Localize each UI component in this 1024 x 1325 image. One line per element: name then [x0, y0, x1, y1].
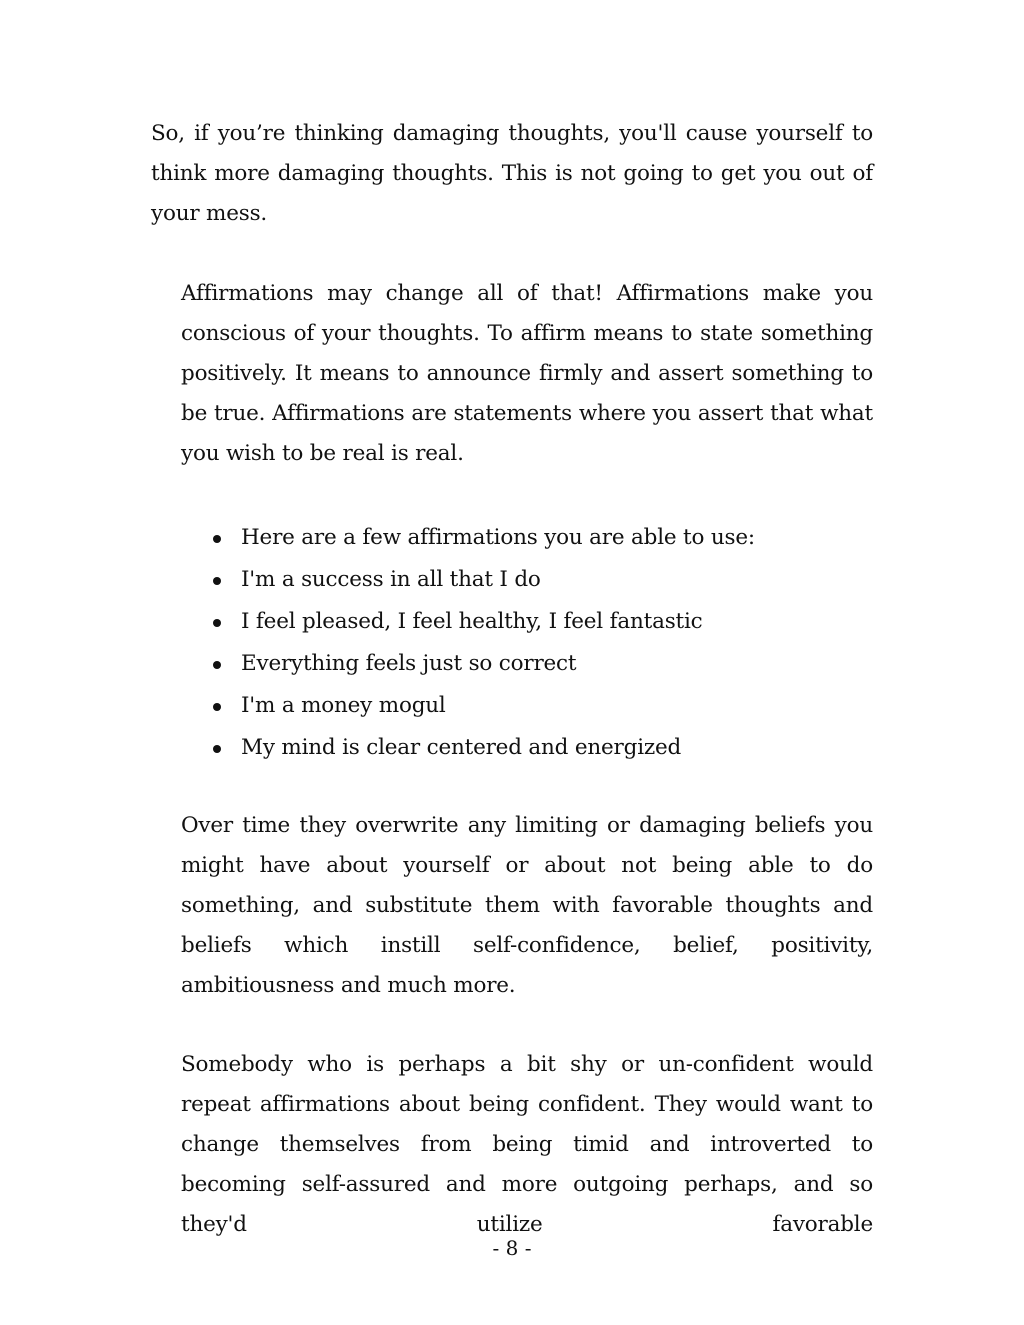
list-item-text: Here are a few affirmations you are able to use:	[241, 525, 755, 550]
list-item	[211, 727, 871, 769]
paragraph-overwrite-beliefs: Over time they overwrite any limiting or damaging beliefs you might have about yourself or about not being able to do something, and substitute them with favorable thoughts and beliefs which instill self-confidence, belief, positivity, ambitiousness and much more.	[181, 813, 873, 998]
paragraph-affirmations-intro: Affirmations may change all of that! Affirmations make you conscious of your thoughts. To affirm means to state something positively. It means to announce firmly and assert something to be true. Affirmations are statements where you assert that what you wish to be real is real.	[181, 281, 873, 466]
paragraph-shy-example: Somebody who is perhaps a bit shy or un-confident would repeat affirmations about being confident. They would want to change themselves from being timid and introverted to becoming self-assured and more outgoing perhaps, and so they'd utilize favorable	[181, 1052, 873, 1237]
page-number: - 8 -	[492, 1236, 532, 1260]
paragraph-damaging-thoughts: So, if you’re thinking damaging thoughts, you'll cause yourself to think more damaging thoughts. This is not going to get you out of your mess.	[151, 121, 873, 226]
bullet-icon	[213, 661, 221, 669]
list-item	[211, 559, 871, 601]
bullet-icon	[213, 577, 221, 585]
bullet-icon	[213, 703, 221, 711]
bullet-icon	[213, 619, 221, 627]
list-item-text: I'm a money mogul	[241, 693, 446, 718]
list-item-text: Everything feels just so correct	[241, 651, 577, 676]
affirmations-list	[211, 517, 871, 769]
list-item	[211, 643, 871, 685]
list-item	[211, 601, 871, 643]
bullet-icon	[213, 745, 221, 753]
list-item	[211, 517, 871, 559]
list-item-text: I feel pleased, I feel healthy, I feel fantastic	[241, 609, 703, 634]
list-item-text: I'm a success in all that I do	[241, 567, 541, 592]
bullet-icon	[213, 535, 221, 543]
list-item-text: My mind is clear centered and energized	[241, 735, 682, 760]
list-item	[211, 685, 871, 727]
